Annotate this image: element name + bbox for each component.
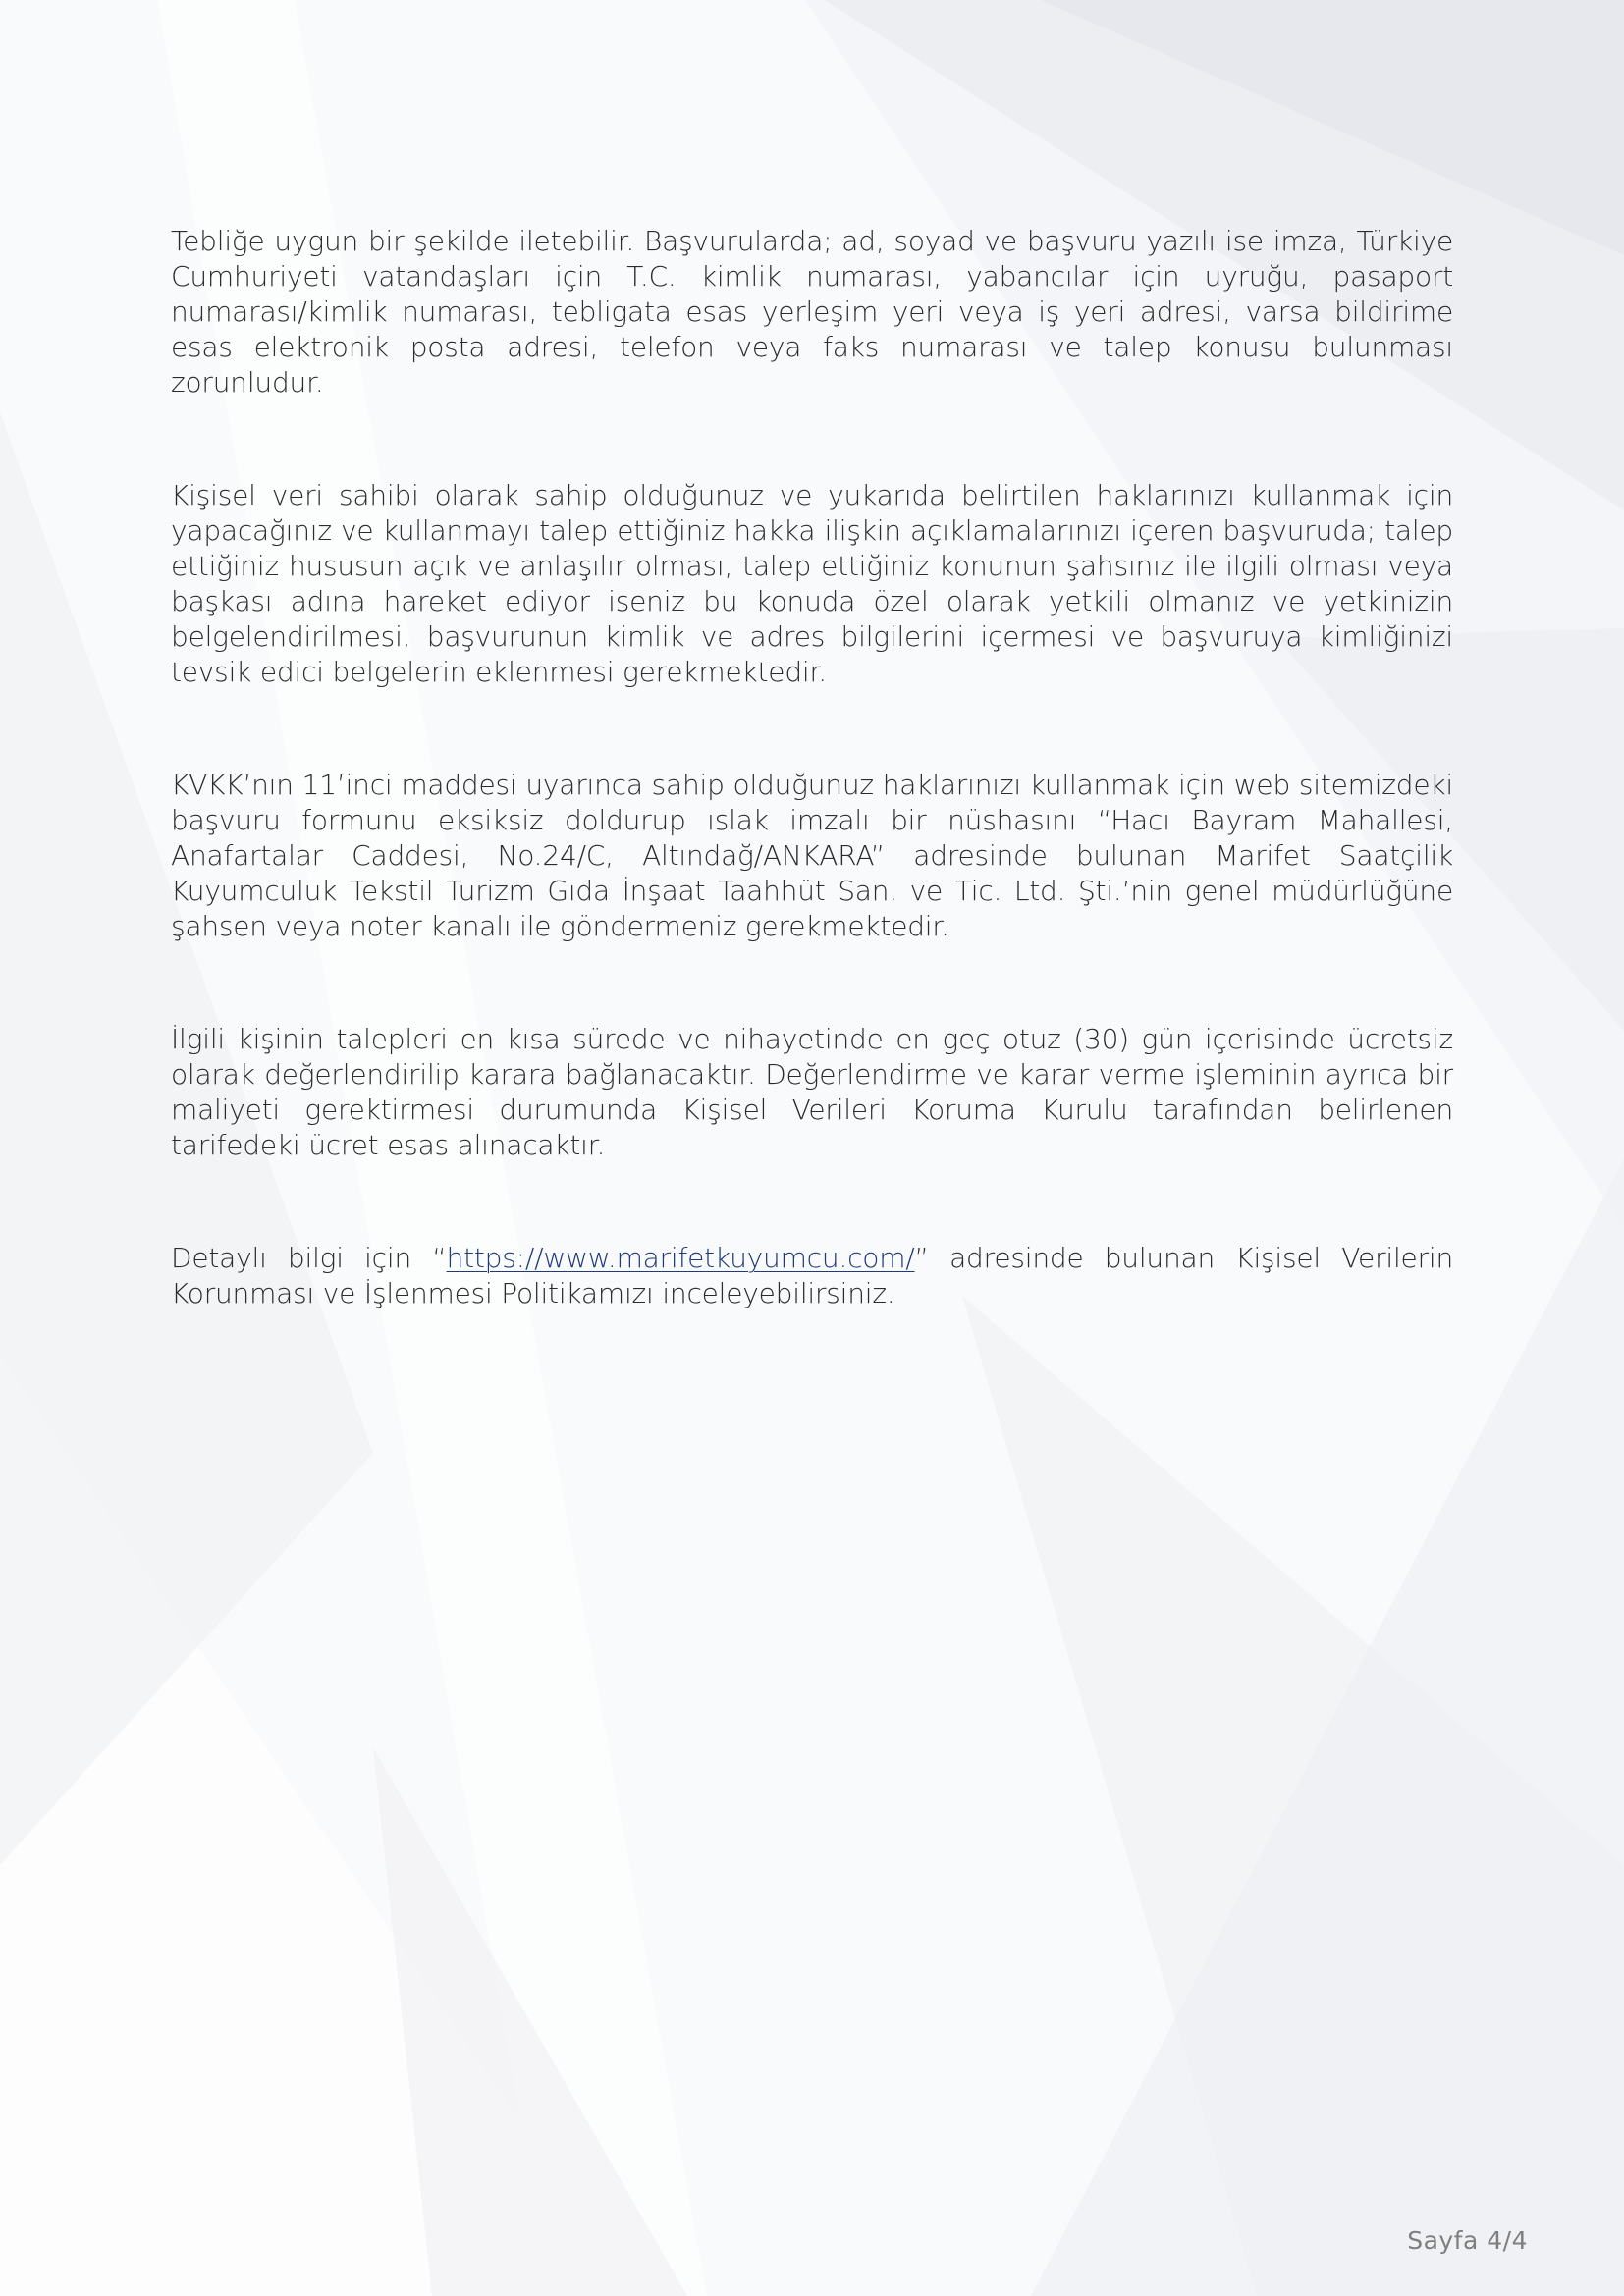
paragraph-application-requirements: Tebliğe uygun bir şekilde iletebilir. Başvurularda; ad, soyad ve başvuru yazılı ise imza, Türkiye Cumhuriyeti vatandaşları için T.C. kimlik numarası, yabancılar için uyruğu, pasaport numarası/kimlik numarası, tebligata esas yerleşim yeri veya iş yeri adresi, varsa bildirime esas elektronik posta adresi, telefon veya faks numarası ve talep konusu bulunması zorunludur. (171, 225, 1453, 399)
detailed-info-prefix: Detaylı bilgi için “ (171, 1242, 447, 1274)
paragraph-kvkk-article-11: KVKK’nın 11’inci maddesi uyarınca sahip olduğunuz haklarınızı kullanmak için web sitemizdeki başvuru formunu eksiksiz doldurup ıslak imzalı bir nüshasını “Hacı Bayram Mahallesi, Anafartalar Caddesi, No.24/C, Altındağ/ANKARA” adresinde bulunan Marifet Saatçilik Kuyumculuk Tekstil Turizm Gıda İnşaat Taahhüt San. ve Tic. Ltd. Şti.’nin genel müdürlüğüne şahsen veya noter kanalı ile göndermeniz gerekmektedir. (171, 769, 1453, 942)
detailed-info-suffix: ” adresinde bulunan Kişisel Verilerin Korunması ve İşlenmesi Politikamızı inceleyebilirsiniz. (171, 1242, 1454, 1309)
paragraph-application-content: Kişisel veri sahibi olarak sahip olduğunuz ve yukarıda belirtilen haklarınızı kullanmak için yapacağınız ve kullanmayı talep ettiğiniz hakka ilişkin açıklamalarınızı içeren başvuruda; talep ettiğiniz hususun açık ve anlaşılır olması, talep ettiğiniz konunun şahsınız ile ilgili olması veya başkası adına hareket ediyor iseniz bu konuda özel olarak yetkili olmanız ve yetkinizin belgelendirilmesi, başvurunun kimlik ve adres bilgilerini içermesi ve başvuruya kimliğinizi tevsik edici belgelerin eklenmesi gerekmektedir. (171, 479, 1453, 688)
document-body (171, 224, 1453, 1389)
paragraph-detailed-info (171, 1241, 1453, 1311)
paragraph-evaluation-period: İlgili kişinin talepleri en kısa sürede ve nihayetinde en geç otuz (30) gün içerisinde ücretsiz olarak değerlendirilip karara bağlanacaktır. Değerlendirme ve karar verme işleminin ayrıca bir maliyeti gerektirmesi durumunda Kişisel Verileri Koruma Kurulu tarafından belirlenen tarifedeki ücret esas alınacaktır. (171, 1023, 1453, 1161)
website-link[interactable]: https://www.marifetkuyumcu.com/ (446, 1242, 915, 1274)
page-number: Sayfa 4/4 (1407, 2226, 1528, 2255)
